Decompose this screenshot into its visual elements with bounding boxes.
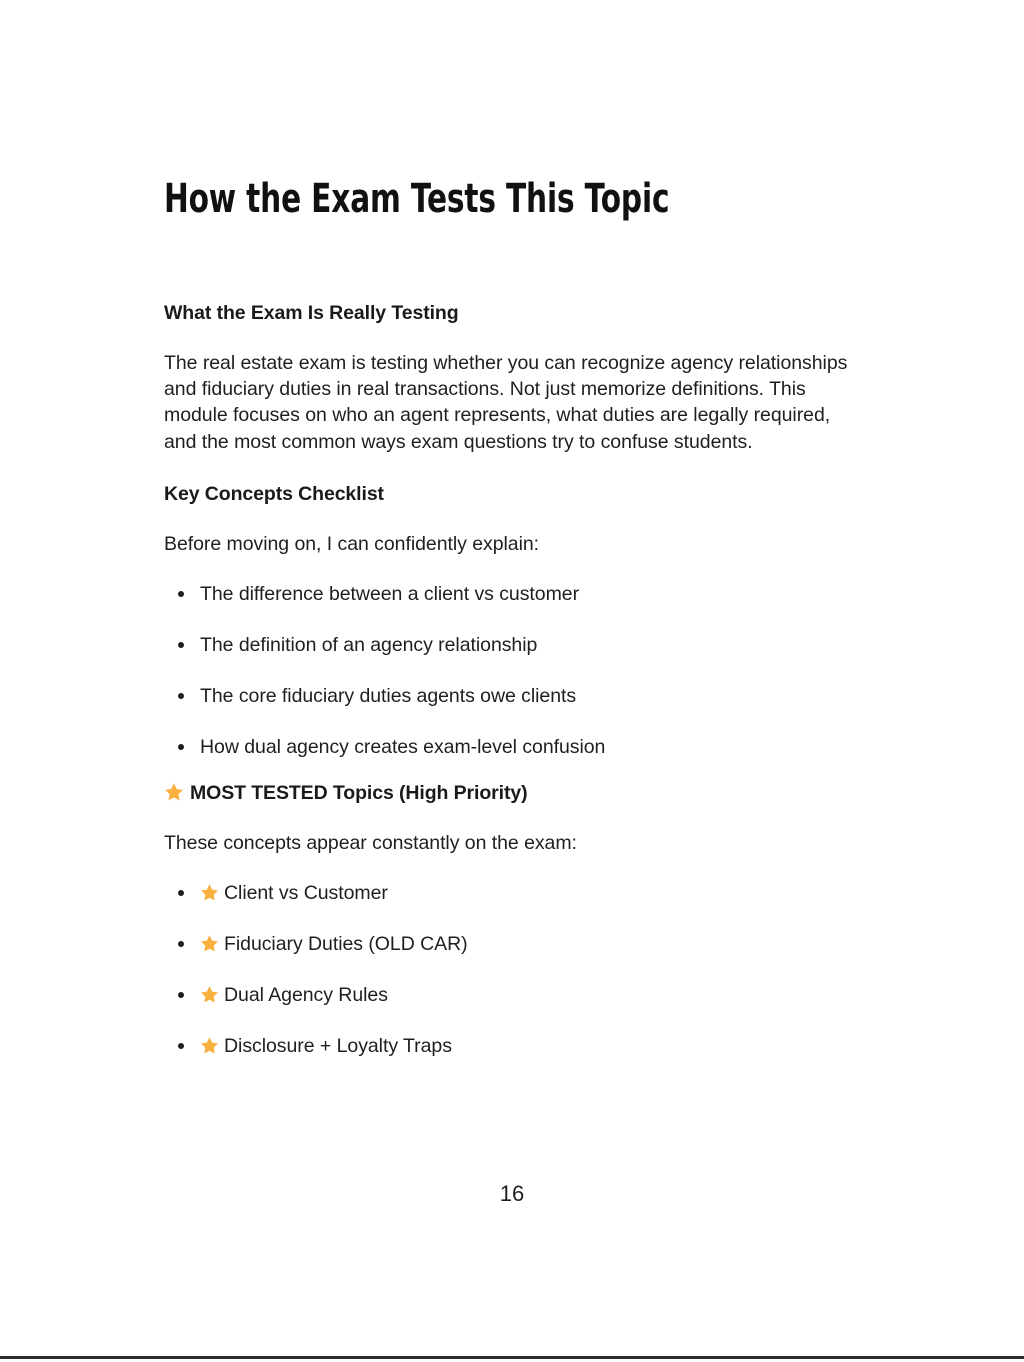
list-item-label: Fiduciary Duties (OLD CAR) (224, 933, 468, 956)
content-blocks (164, 300, 854, 1059)
list-item (164, 734, 854, 760)
list-item (164, 683, 854, 709)
star-icon (200, 934, 219, 953)
list-item-label: Client vs Customer (224, 882, 388, 905)
list-item (164, 880, 854, 906)
spacer (164, 455, 854, 481)
star-icon (200, 883, 219, 902)
star-icon (200, 1036, 219, 1055)
list-item (164, 1033, 854, 1059)
intro-key-concepts: Before moving on, I can confidently explain: (164, 532, 540, 555)
spacer (164, 856, 854, 880)
list-item (164, 982, 854, 1008)
list-item (164, 581, 854, 607)
most-tested-list (164, 880, 854, 1059)
spacer (164, 326, 854, 350)
bullet-dot-icon (178, 693, 184, 699)
intro-most-tested: These concepts appear constantly on the exam: (164, 832, 577, 855)
spacer (164, 760, 854, 780)
section-heading-label: MOST TESTED Topics (High Priority) (190, 782, 528, 805)
spacer (164, 557, 854, 581)
section-heading-most-tested (164, 780, 854, 806)
list-item (164, 931, 854, 957)
star-icon (164, 782, 184, 802)
bullet-dot-icon (178, 1043, 184, 1049)
list-item-label: The definition of an agency relationship (200, 634, 538, 657)
list-item-label: Dual Agency Rules (224, 984, 388, 1007)
key-concepts-checklist (164, 581, 854, 760)
page-bottom-rule (0, 1356, 1024, 1359)
list-item-label: The core fiduciary duties agents owe clients (200, 685, 577, 708)
list-item (164, 632, 854, 658)
list-item-label: How dual agency creates exam-level confusion (200, 736, 606, 759)
page-title: How the Exam Tests This Topic (164, 176, 670, 222)
list-item-label: Disclosure + Loyalty Traps (224, 1035, 452, 1058)
page-number: 16 (499, 1181, 525, 1206)
paragraph-what-testing: The real estate exam is testing whether you can recognize agency relationships and fiduciary duties in real transactions. Not just memorize definitions. This module focuses on who an agent represents, what duties are legally required, and the most common ways exam questions try to confuse students. (164, 352, 848, 453)
star-icon (200, 985, 219, 1004)
bullet-dot-icon (178, 941, 184, 947)
spacer (164, 806, 854, 830)
list-item-label: The difference between a client vs customer (200, 583, 580, 606)
bullet-dot-icon (178, 642, 184, 648)
spacer (164, 507, 854, 531)
section-heading-what-testing: What the Exam Is Really Testing (164, 302, 459, 324)
bullet-dot-icon (178, 744, 184, 750)
bullet-dot-icon (178, 591, 184, 597)
bullet-dot-icon (178, 890, 184, 896)
bullet-dot-icon (178, 992, 184, 998)
section-heading-key-concepts: Key Concepts Checklist (164, 482, 384, 505)
